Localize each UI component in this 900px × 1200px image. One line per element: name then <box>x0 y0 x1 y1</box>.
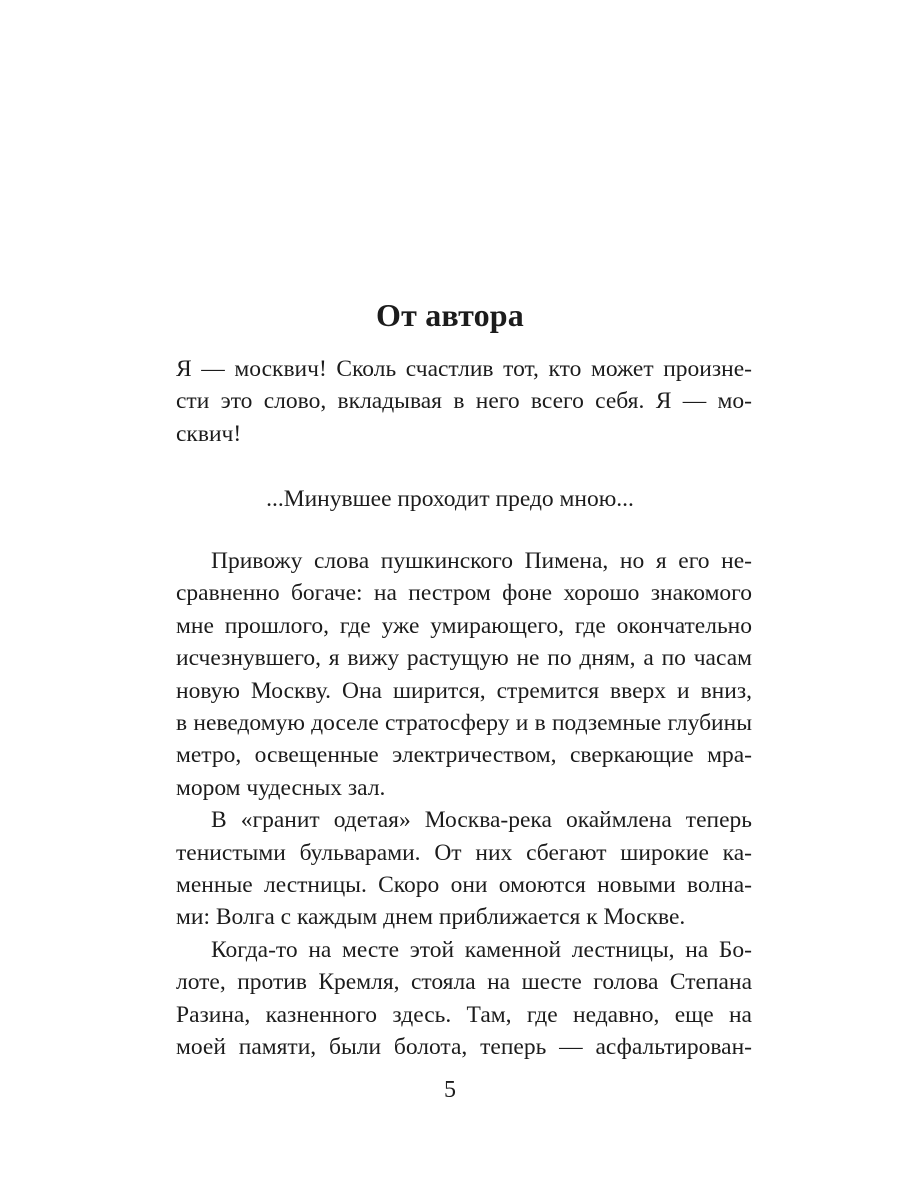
paragraph-2 <box>176 804 752 934</box>
intro-line: сквич! <box>176 420 242 447</box>
paragraph-line: новую Москву. Она ширится, стремится вверх и вниз, <box>176 677 752 704</box>
paragraph-line: тенистыми бульварами. От них сбегают широкие ка- <box>176 839 752 866</box>
chapter-title: От автора <box>376 297 524 333</box>
paragraph-line: мне прошлого, где уже умирающего, где окончательно <box>176 612 752 639</box>
intro-line: Я — москвич! Сколь счастлив тот, кто может произне- <box>176 356 752 382</box>
paragraph-1 <box>176 545 752 804</box>
paragraph-line: Разина, казненного здесь. Там, где недавно, еще на <box>176 1001 752 1028</box>
paragraph-line: менные лестницы. Скоро они омоются новыми волна- <box>176 872 752 899</box>
epigraph: ...Минувшее проходит предо мною... <box>266 486 634 512</box>
paragraph-line: лоте, против Кремля, стояла на шесте голова Степана <box>176 969 752 996</box>
paragraph-line: мором чудесных зал. <box>176 774 386 801</box>
intro-paragraph <box>176 353 752 450</box>
paragraph-line: Когда-то на месте этой каменной лестницы, на Бо- <box>211 936 752 963</box>
intro-line: сти это слово, вкладывая в него всего себя. Я — мо- <box>176 388 752 415</box>
paragraph-line: моей памяти, были болота, теперь — асфальтирован- <box>176 1034 752 1061</box>
paragraph-line: метро, освещенные электричеством, сверкающие мра- <box>176 742 752 769</box>
paragraph-line: ми: Волга с каждым днем приближается к Москве. <box>176 904 686 931</box>
page-number: 5 <box>444 1077 456 1103</box>
paragraph-3 <box>176 934 752 1064</box>
paragraph-line: в неведомую доселе стратосферу и в подземные глубины <box>176 710 752 737</box>
paragraph-line: исчезнувшего, я вижу растущую не по дням, а по часам <box>176 645 752 672</box>
paragraph-line: Привожу слова пушкинского Пимена, но я его не- <box>211 548 752 574</box>
body-text <box>176 545 752 1064</box>
paragraph-line: В «гранит одетая» Москва-река окаймлена теперь <box>211 807 752 834</box>
paragraph-line: сравненно богаче: на пестром фоне хорошо знакомого <box>176 580 752 607</box>
